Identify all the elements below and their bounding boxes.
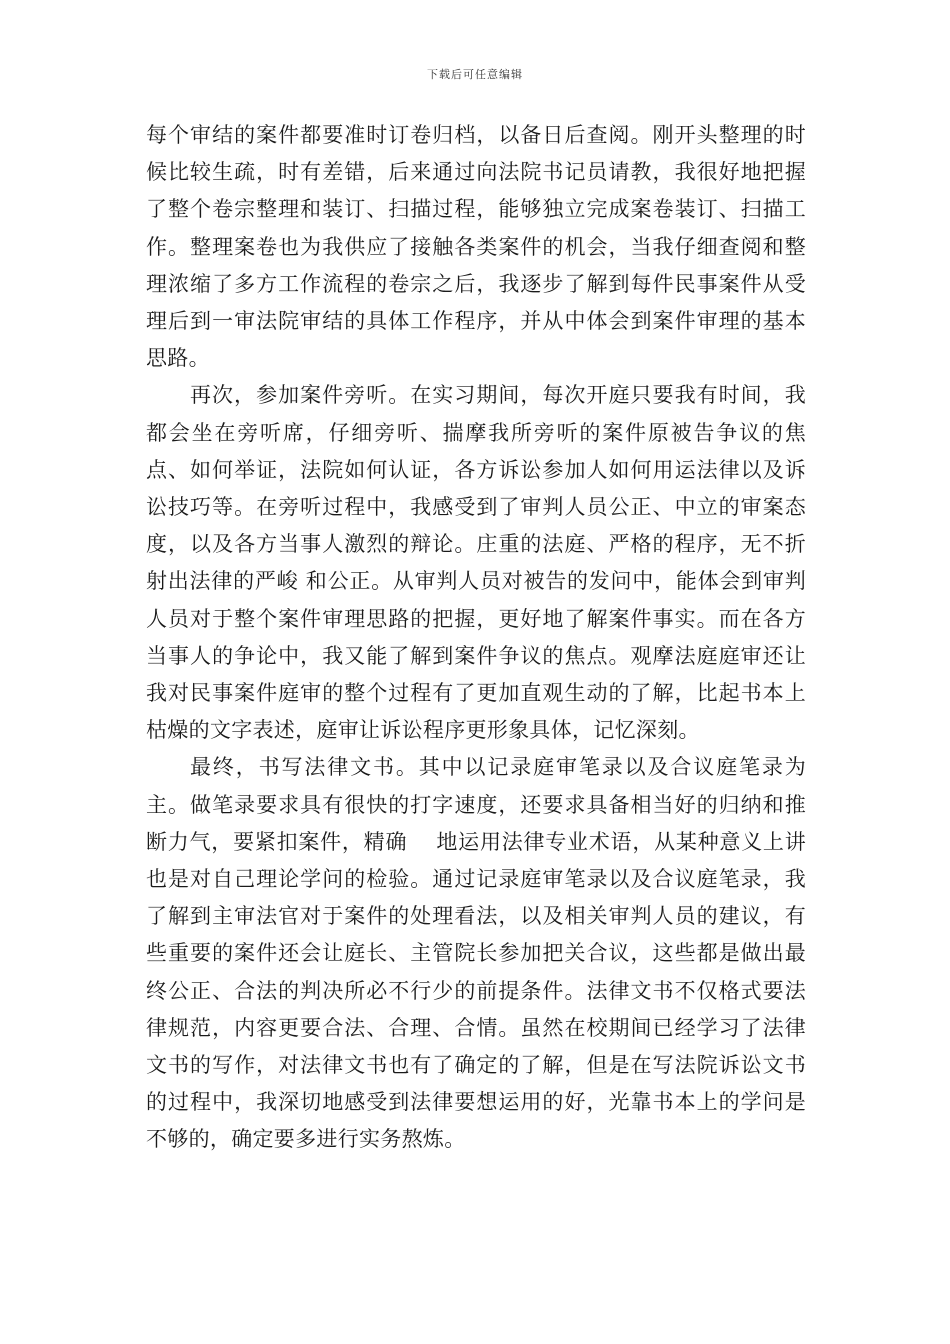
paragraph-3: 最终，书写法律文书。其中以记录庭审笔录以及合议庭笔录为主。做笔录要求具有很快的打字速度，还要求具备相当好的归纳和推断力气，要紧扣案件，精确 地运用法律专业术语，从某种意义上讲也是对自己理论学问的检验。通过记录庭审笔录以及合议庭笔录，我了解到主审法官对于案件的处理看法，以及相关审判人员的建议，有些重要的案件还会让庭长、主管院长参加把关合议，这些都是做出最终公正、合法的判决所必不行少的前提条件。法律文书不仅格式要法律规范，内容更要合法、合理、合情。虽然在校期间已经学习了法律文书的写作，对法律文书也有了确定的了解，但是在写法院诉讼文书的过程中，我深切地感受到法律要想运用的好，光靠书本上的学问是不够的，确定要多进行实务熬炼。: [146, 755, 806, 1152]
paragraph-2: 再次，参加案件旁听。在实习期间，每次开庭只要我有时间，我都会坐在旁听席，仔细旁听、揣摩我所旁听的案件原被告争议的焦点、如何举证，法院如何认证，各方诉讼参加人如何用运法律以及诉讼技巧等。在旁听过程中，我感受到了审判人员公正、中立的审案态度，以及各方当事人激烈的辩论。庄重的法庭、严格的程序，无不折射出法律的严峻 和公正。从审判人员对被告的发问中，能体会到审判人员对于整个案件审理思路的把握，更好地了解案件事实。而在各方当事人的争论中，我又能了解到案件争议的焦点。观摩法庭庭审还让我对民事案件庭审的整个过程有了更加直观生动的了解，比起书本上枯燥的文字表述，庭审让诉讼程序更形象具体，记忆深刻。: [146, 383, 806, 743]
paragraph-1: 每个审结的案件都要准时订卷归档，以备日后查阅。刚开头整理的时候比较生疏，时有差错，后来通过向法院书记员请教，我很好地把握了整个卷宗整理和装订、扫描过程，能够独立完成案卷装订、扫描工作。整理案卷也为我供应了接触各类案件的机会，当我仔细查阅和整理浓缩了多方工作流程的卷宗之后，我逐步了解到每件民事案件从受理后到一审法院审结的具体工作程序，并从中体会到案件审理的基本思路。: [146, 123, 806, 371]
document-body: [146, 117, 806, 1159]
header-note: 下载后可任意编辑: [427, 68, 523, 81]
